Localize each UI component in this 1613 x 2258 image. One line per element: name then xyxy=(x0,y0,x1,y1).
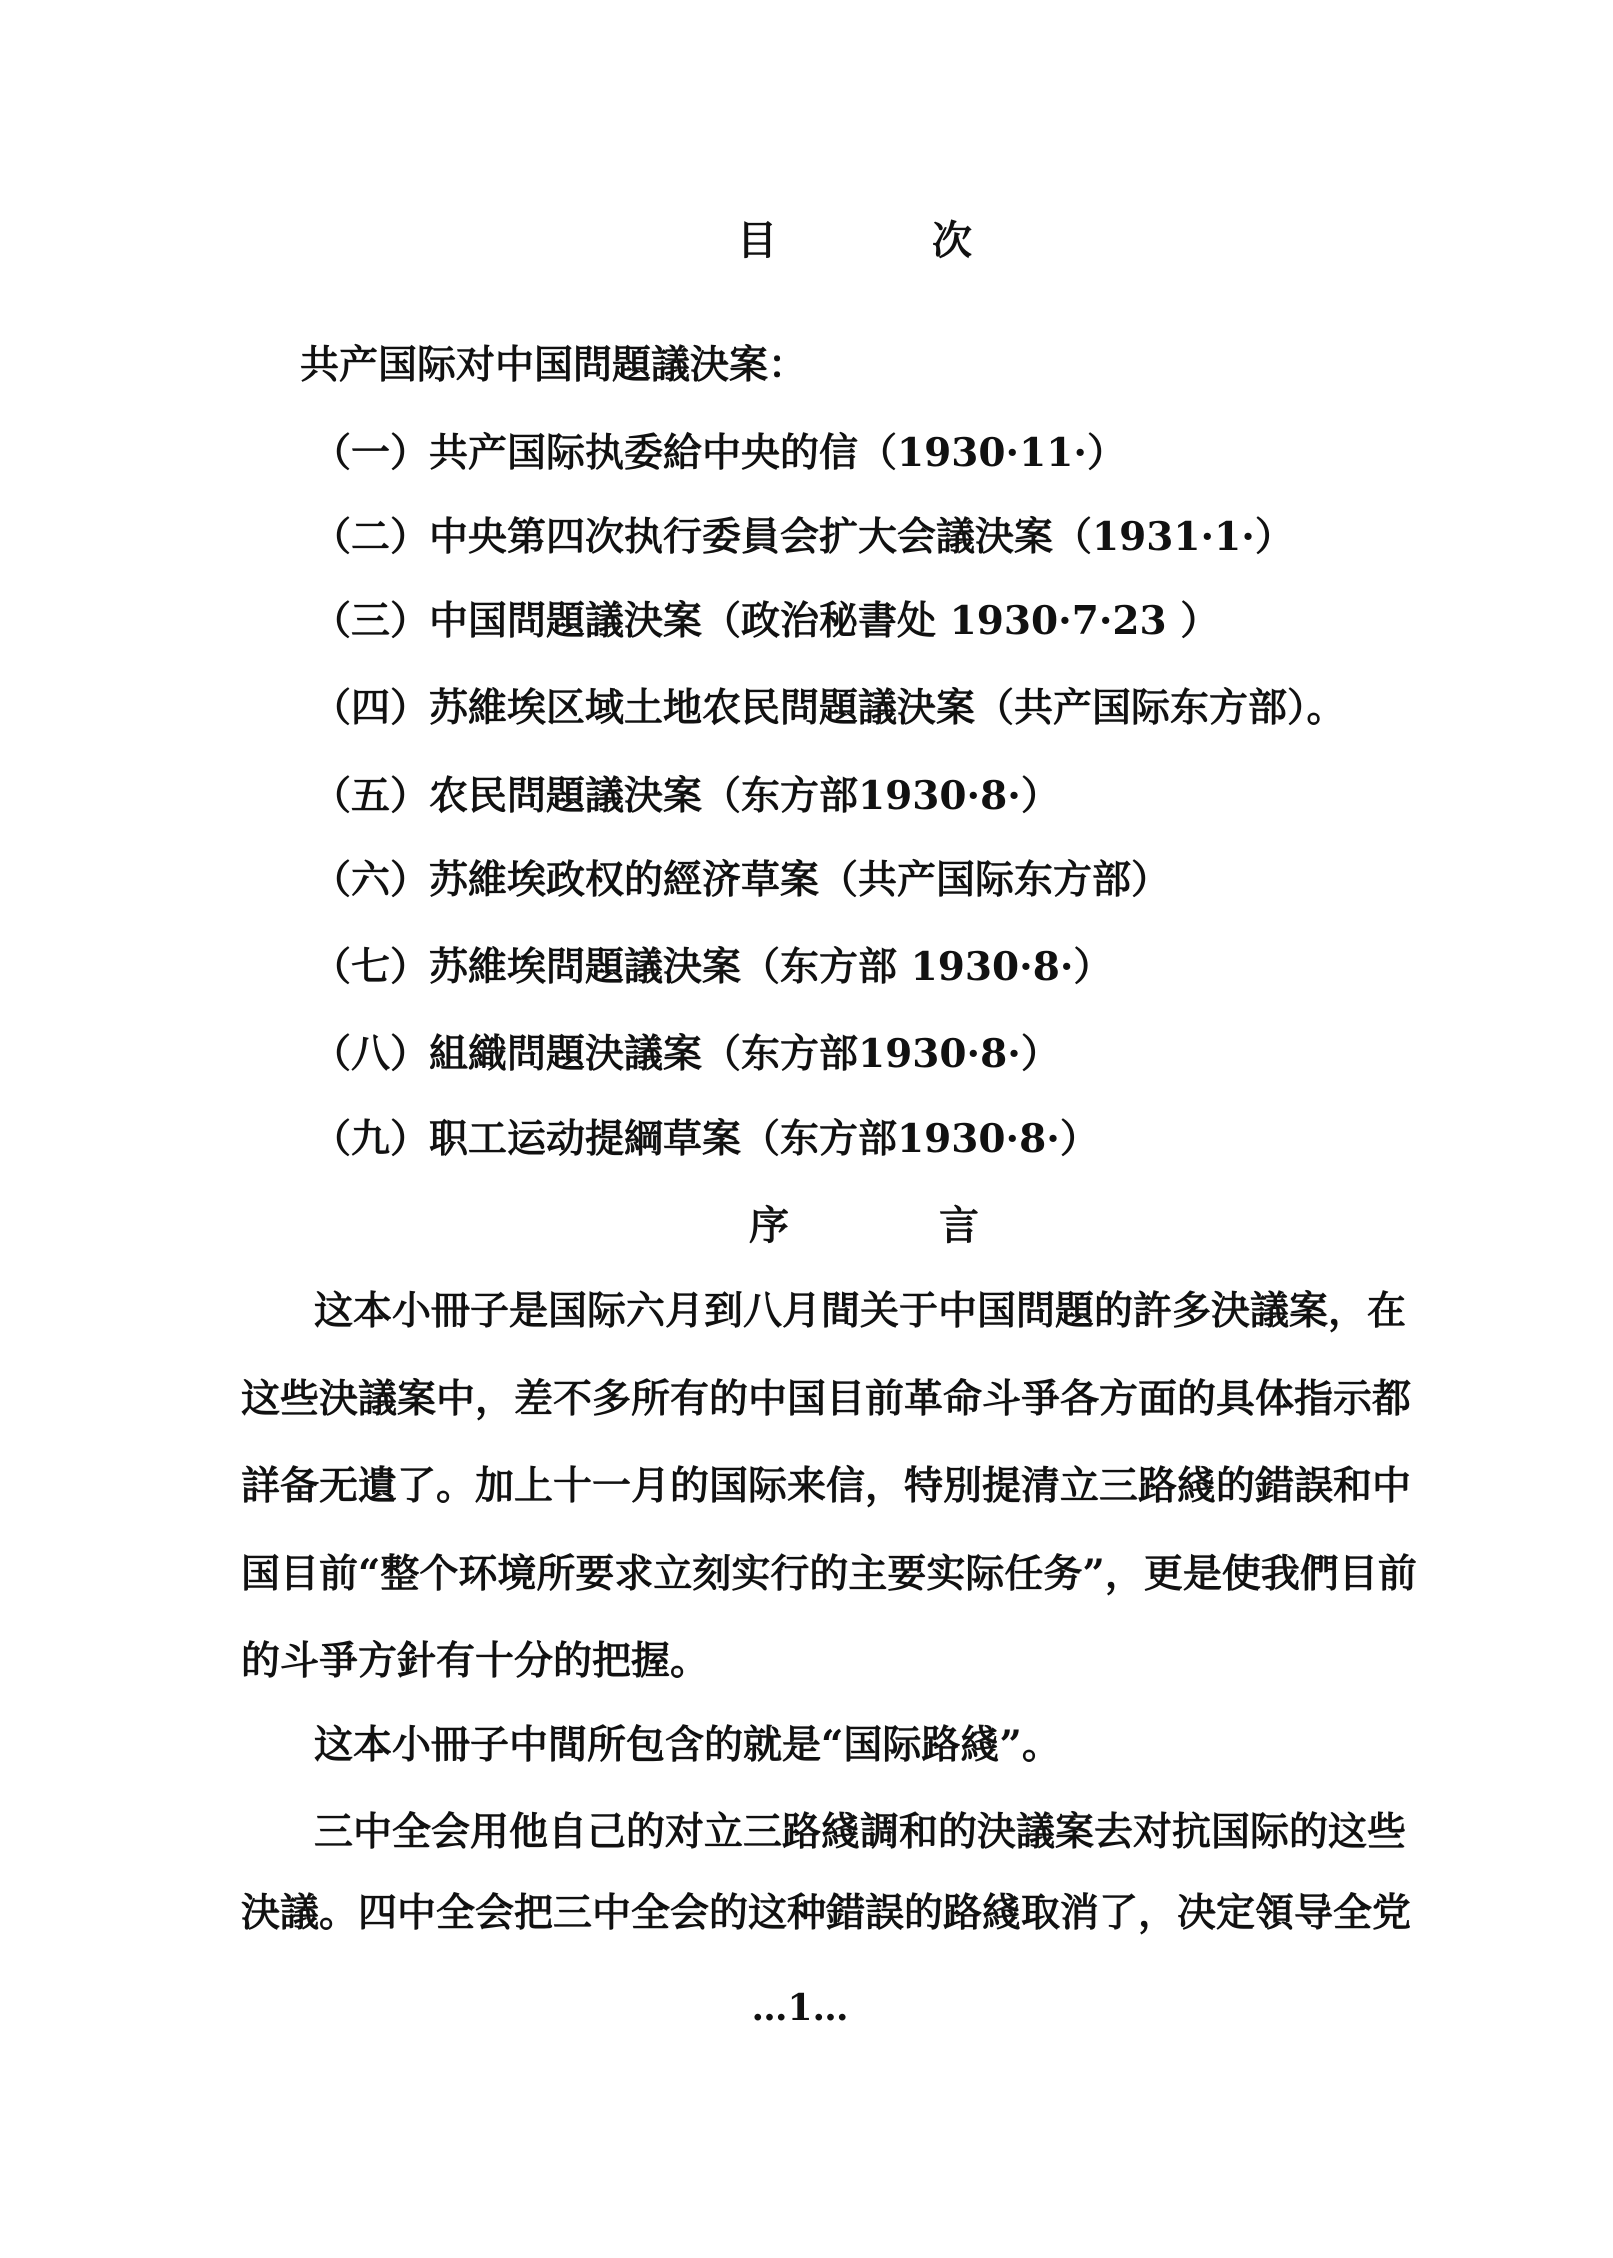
toc-item: （二）中央第四次执行委員会扩大会議決案（1931·1·） xyxy=(312,514,1294,560)
toc-item: （八）組織問題決議案（东方部1930·8·） xyxy=(312,1031,1060,1077)
toc-item: （五）农民問題議決案（东方部1930·8·） xyxy=(312,773,1060,819)
preface-line: 这些決議案中，差不多所有的中国目前革命斗爭各方面的具体指示都 xyxy=(241,1376,1412,1422)
preface-title-char-1: 序 xyxy=(749,1202,789,1249)
preface-line: 的斗爭方針有十分的把握。 xyxy=(241,1638,710,1684)
preface-line: 这本小冊子中間所包含的就是“国际路綫”。 xyxy=(314,1722,1061,1768)
preface-title-char-2: 言 xyxy=(939,1202,979,1249)
preface-line: 国目前“整个环境所要求立刻实行的主要实际任务”，更是使我們目前 xyxy=(241,1551,1417,1597)
page-number: …1… xyxy=(751,1987,849,2029)
preface-line: 三中全会用他自己的对立三路綫調和的決議案去对抗国际的这些 xyxy=(314,1809,1407,1855)
preface-line: 決議。四中全会把三中全会的这种錯誤的路綫取消了，决定領导全党 xyxy=(241,1890,1412,1936)
toc-item: （三）中国問題議決案（政治秘書处 1930·7·23 ） xyxy=(312,598,1220,644)
toc-item: （一）共产国际执委給中央的信（1930·11·） xyxy=(312,430,1126,476)
toc-title-char-2: 次 xyxy=(932,217,972,264)
toc-title-char-1: 目 xyxy=(737,217,777,264)
toc-item: （六）苏維埃政权的經济草案（共产国际东方部） xyxy=(312,857,1171,903)
toc-item: （九）职工运动提綱草案（东方部1930·8·） xyxy=(312,1116,1099,1162)
preface-line: 这本小冊子是国际六月到八月間关于中国問題的許多決議案，在 xyxy=(314,1288,1407,1334)
toc-heading: 共产国际对中国問題議決案： xyxy=(300,342,808,388)
toc-item: （七）苏維埃問題議決案（东方部 1930·8·） xyxy=(312,944,1113,990)
toc-item: （四）苏維埃区域土地农民問題議決案（共产国际东方部）。 xyxy=(312,685,1346,731)
preface-line: 詳备无遺了。加上十一月的国际来信，特別提清立三路綫的錯誤和中 xyxy=(241,1463,1412,1509)
